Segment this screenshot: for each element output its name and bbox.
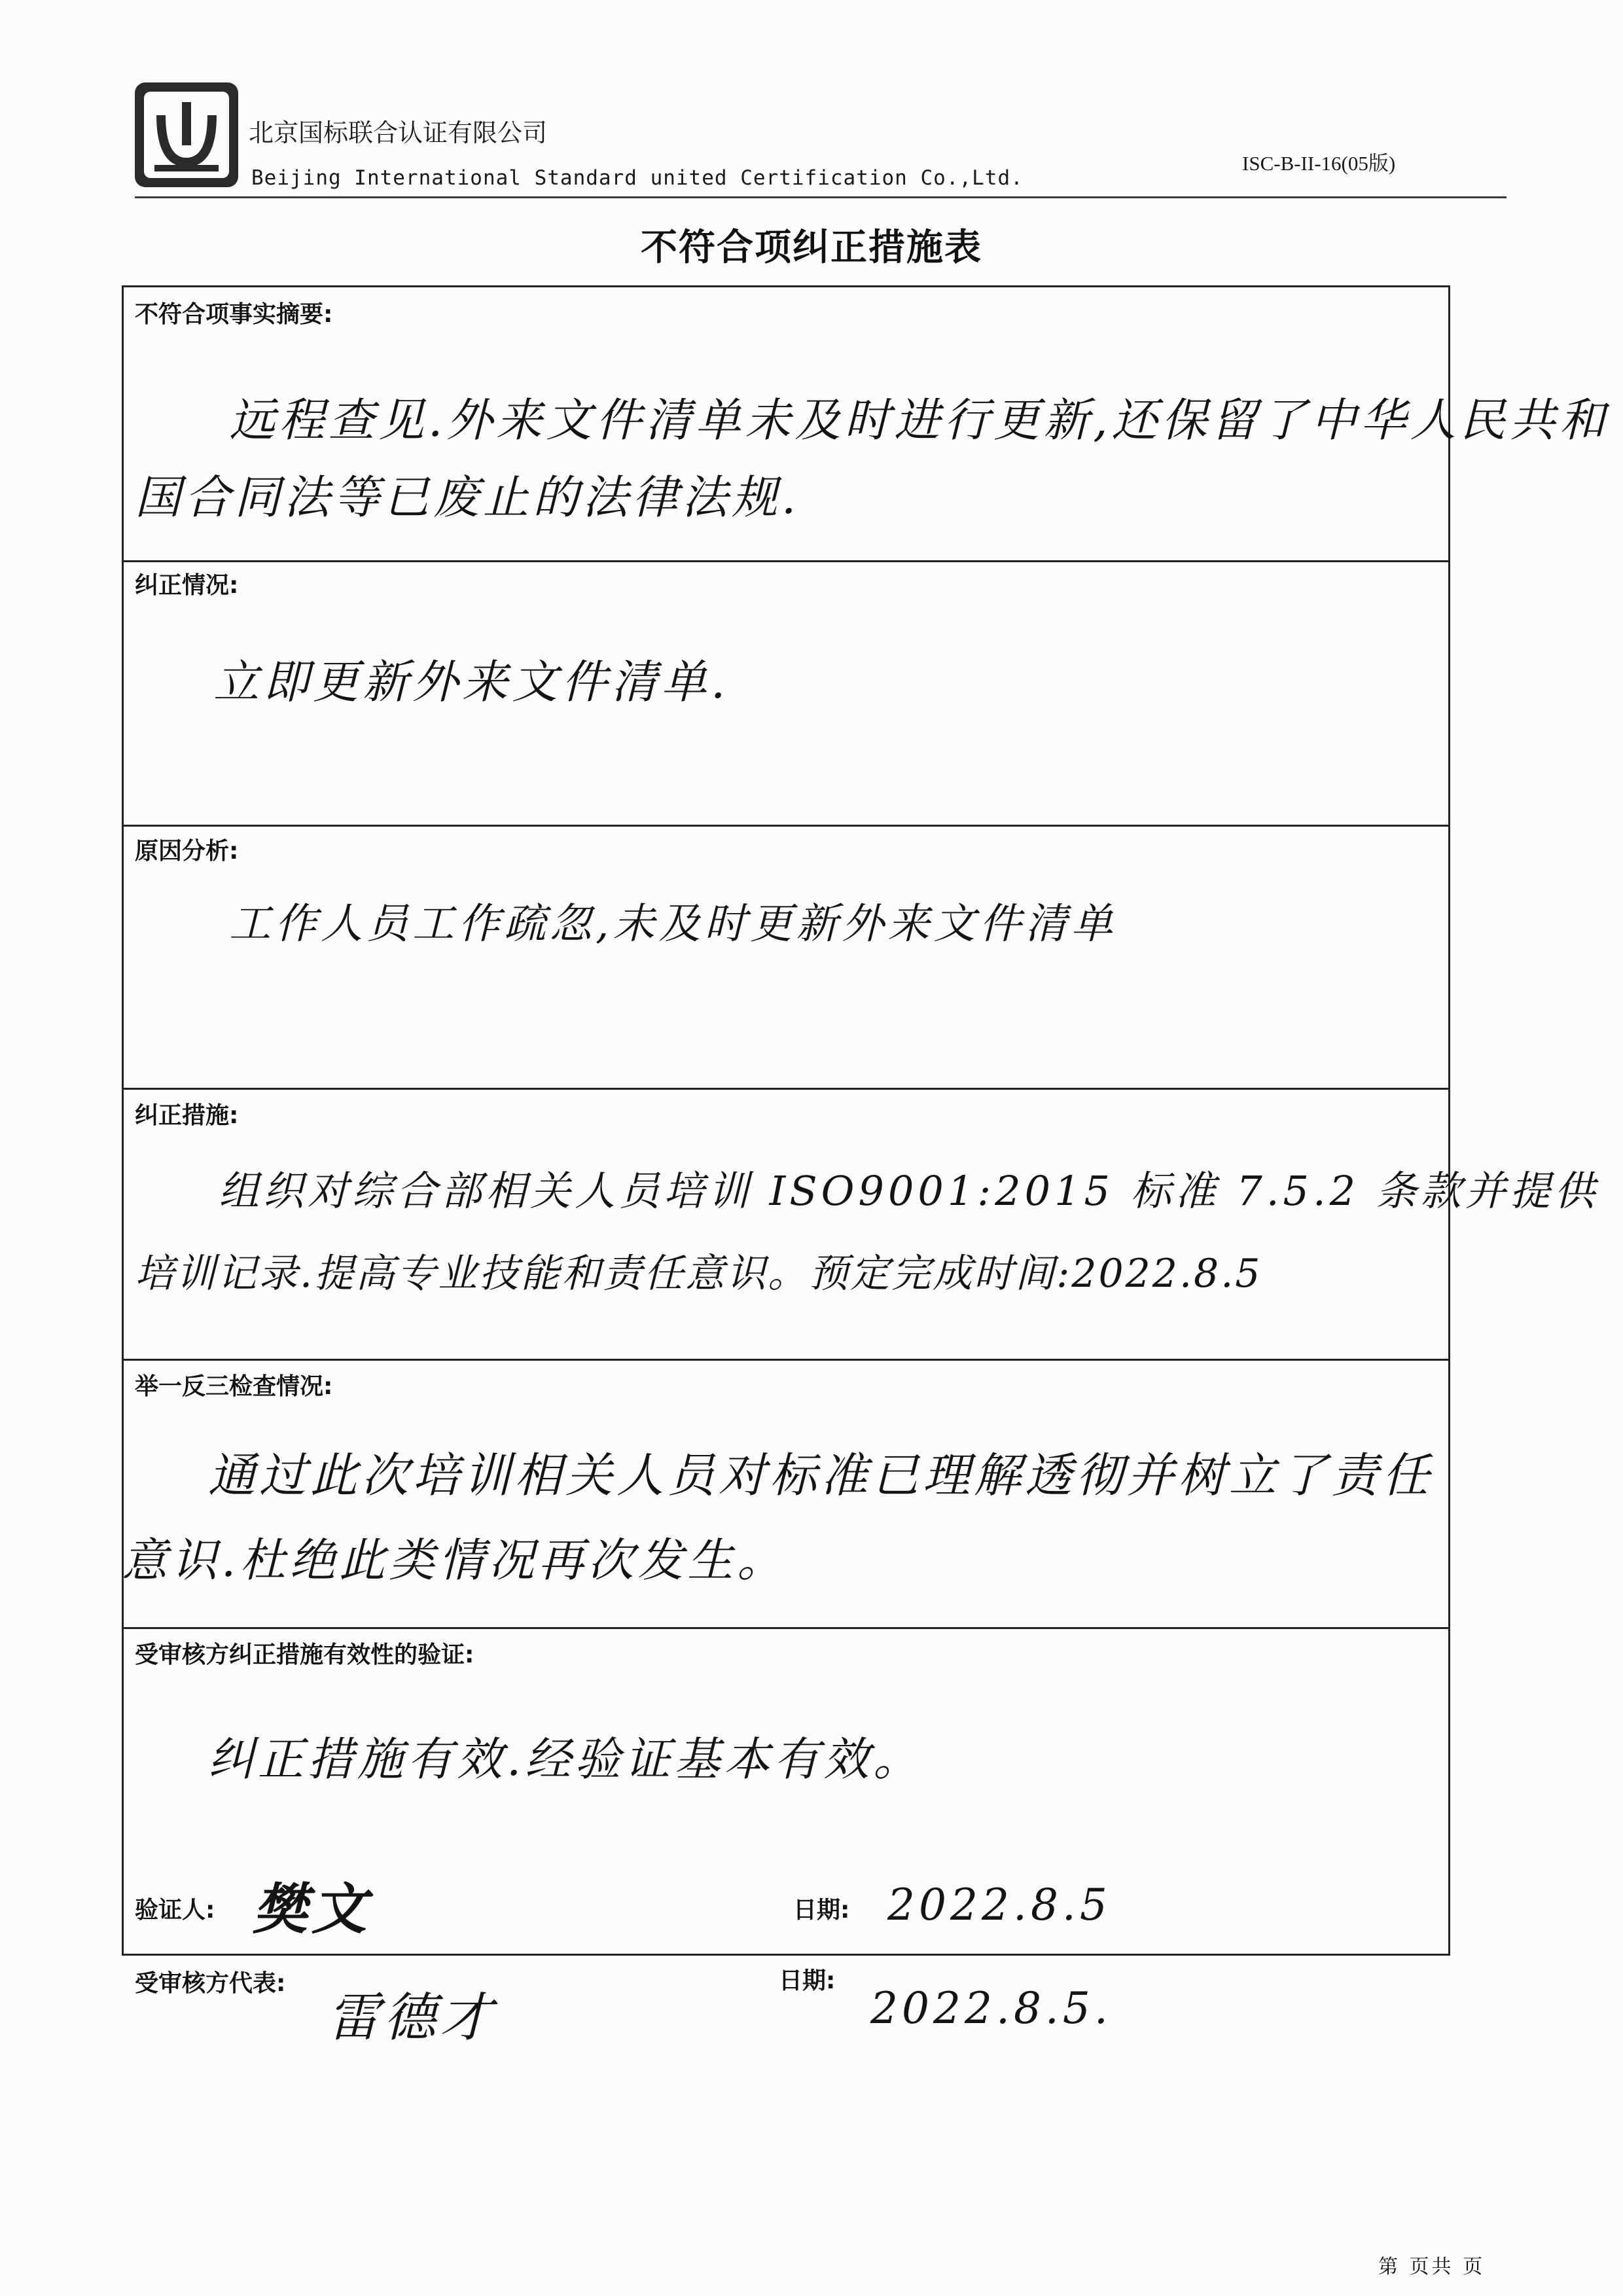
document-title: 不符合项纠正措施表 <box>641 226 982 269</box>
section-divider <box>122 825 1450 827</box>
form-table <box>122 285 1450 1956</box>
company-name-cn: 北京国标联合认证有限公司 <box>249 118 548 147</box>
measures-text-line-2: 培训记录.提高专业技能和责任意识。预定完成时间:2022.8.5 <box>135 1251 1262 1297</box>
measures-text-line-1: 组织对综合部相关人员培训 ISO9001:2015 标准 7.5.2 条款并提供 <box>219 1167 1599 1215</box>
verification-date-label: 日期: <box>793 1897 850 1924</box>
facts-text-line-1: 远程查见.外来文件清单未及时进行更新,还保留了中华人民共和 <box>229 393 1609 447</box>
page-number: 第 页共 页 <box>1378 2255 1486 2278</box>
verification-date: 2022.8.5 <box>887 1880 1111 1930</box>
verification-text: 纠正措施有效.经验证基本有效。 <box>208 1732 923 1786</box>
cause-text: 工作人员工作疏忽,未及时更新外来文件清单 <box>229 900 1117 948</box>
section-divider <box>122 1627 1450 1629</box>
facts-label: 不符合项事实摘要: <box>135 301 333 328</box>
representative-label: 受审核方代表: <box>135 1970 286 1997</box>
representative-date-label: 日期: <box>779 1967 836 1994</box>
cause-label: 原因分析: <box>135 838 239 865</box>
form-code: ISC-B-II-16(05版) <box>1242 152 1396 175</box>
company-name-en: Beijing International Standard united Certification Co.,Ltd. <box>251 166 1024 190</box>
facts-text-line-2: 国合同法等已废止的法律法规. <box>135 471 800 524</box>
verification-label: 受审核方纠正措施有效性的验证: <box>135 1641 474 1668</box>
section-divider <box>122 560 1450 562</box>
extension-text-line-2: 意识.杜绝此类情况再次发生。 <box>122 1534 787 1587</box>
correction-text: 立即更新外来文件清单. <box>213 655 730 709</box>
isc-logo-icon <box>135 82 238 187</box>
verifier-label: 验证人: <box>135 1897 215 1924</box>
representative-signature: 雷德才 <box>327 1987 496 2048</box>
extension-text-line-1: 通过此次培训相关人员对标准已理解透彻并树立了责任 <box>208 1448 1434 1503</box>
representative-date: 2022.8.5. <box>870 1983 1112 2034</box>
header-divider <box>135 196 1507 198</box>
correction-label: 纠正情况: <box>135 572 239 599</box>
measures-label: 纠正措施: <box>135 1102 239 1129</box>
extension-label: 举一反三检查情况: <box>135 1373 333 1400</box>
section-divider <box>122 1088 1450 1090</box>
verifier-signature: 樊文 <box>253 1876 371 1941</box>
section-divider <box>122 1359 1450 1361</box>
